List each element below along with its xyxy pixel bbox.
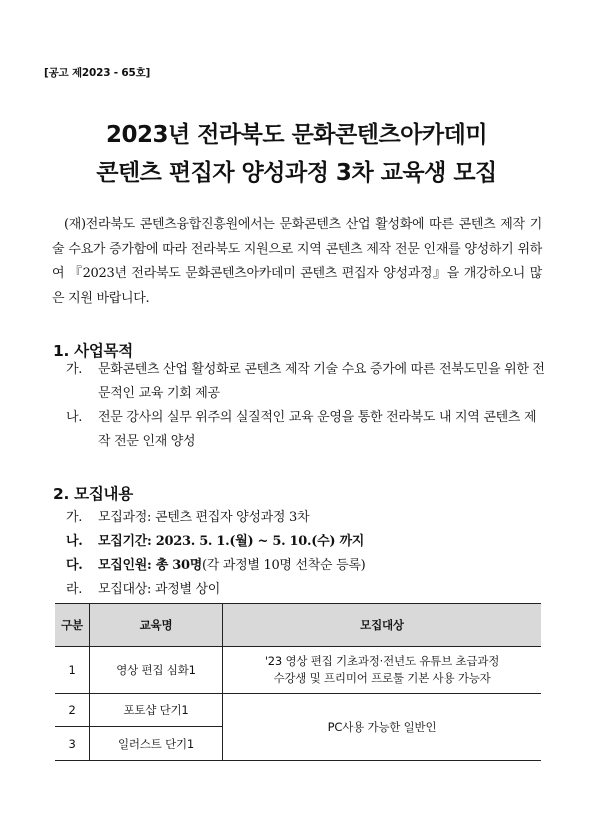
- item-marker: 가.: [66, 362, 83, 377]
- cell-no: 1: [55, 647, 90, 694]
- table-row: [55, 694, 541, 727]
- recruit-item-period: [66, 530, 546, 554]
- recruit-item-headcount: [66, 554, 546, 578]
- notice-number: [공고 제2023 - 65호]: [44, 67, 151, 79]
- header-target: 모집대상: [223, 604, 542, 647]
- purpose-item-b: [66, 406, 546, 454]
- recruit-item-target: [66, 578, 546, 602]
- cell-course-name: 포토샵 단기1: [90, 694, 223, 727]
- item-text: 모집인원: 총 30명: [98, 558, 202, 573]
- table-header-row: [55, 604, 541, 647]
- header-no: 구분: [55, 604, 90, 647]
- item-text: 모집대상: 과정별 상이: [98, 582, 221, 597]
- cell-no: 2: [55, 694, 90, 727]
- cell-target: [223, 647, 542, 694]
- item-text: 모집과정: 콘텐츠 편집자 양성과정 3차: [98, 510, 310, 525]
- cell-target-line: '23 영상 편집 기초과정·전년도 유튜브 초급과정: [264, 654, 500, 668]
- item-text: 전문 강사의 실무 위주의 실질적인 교육 운영을 통한 전라북도 내 지역 콘텐츠 제작 전문 인재 양성: [98, 410, 537, 449]
- item-marker: 나.: [66, 410, 83, 425]
- section-heading-purpose: 1. 사업목적: [53, 342, 133, 360]
- cell-no: 3: [55, 727, 90, 761]
- item-text-wrap: [66, 554, 546, 578]
- item-marker: 다.: [66, 558, 83, 573]
- document-title-line2: 콘텐츠 편집자 양성과정 3차 교육생 모집: [96, 160, 497, 186]
- item-text: 문화콘텐츠 산업 활성화로 콘텐츠 제작 기술 수요 증가에 따른 전북도민을 위한 전문적인 교육 기회 제공: [98, 362, 545, 401]
- document-title-line1: 2023년 전라북도 문화콘텐츠아카데미: [105, 122, 488, 148]
- table-row: [55, 647, 541, 694]
- course-table: [55, 603, 541, 761]
- item-marker: 나.: [66, 534, 83, 549]
- item-note: (각 과정별 10명 선착순 등록): [202, 558, 366, 573]
- item-text: 모집기간: 2023. 5. 1.(월) ~ 5. 10.(수) 까지: [98, 534, 364, 549]
- cell-course-name: 일러스트 단기1: [90, 727, 223, 761]
- purpose-item-a: [66, 358, 546, 406]
- header-course-name: 교육명: [90, 604, 223, 647]
- item-marker: 라.: [66, 582, 83, 597]
- intro-paragraph: (재)전라북도 콘텐츠융합진흥원에서는 문화콘텐츠 산업 활성화에 따른 콘텐츠 제작 기술 수요가 증가함에 따라 전라북도 지원으로 지역 콘텐츠 제작 전문 인재를 양성하기 위하여 『2023년 전라북도 문화콘텐츠아카데미 콘텐츠 편집자 양성과정』을 개강하오니 많은 지원 바랍니다.: [52, 217, 542, 306]
- item-marker: 가.: [66, 510, 83, 525]
- cell-target-line: 수강생 및 프리미어 프로툴 기본 사용 가능자: [273, 671, 491, 685]
- recruit-item-course: [66, 506, 546, 530]
- section-heading-recruitment: 2. 모집내용: [53, 485, 133, 503]
- cell-target-shared: PC사용 가능한 일반인: [223, 694, 542, 761]
- cell-course-name: 영상 편집 심화1: [90, 647, 223, 694]
